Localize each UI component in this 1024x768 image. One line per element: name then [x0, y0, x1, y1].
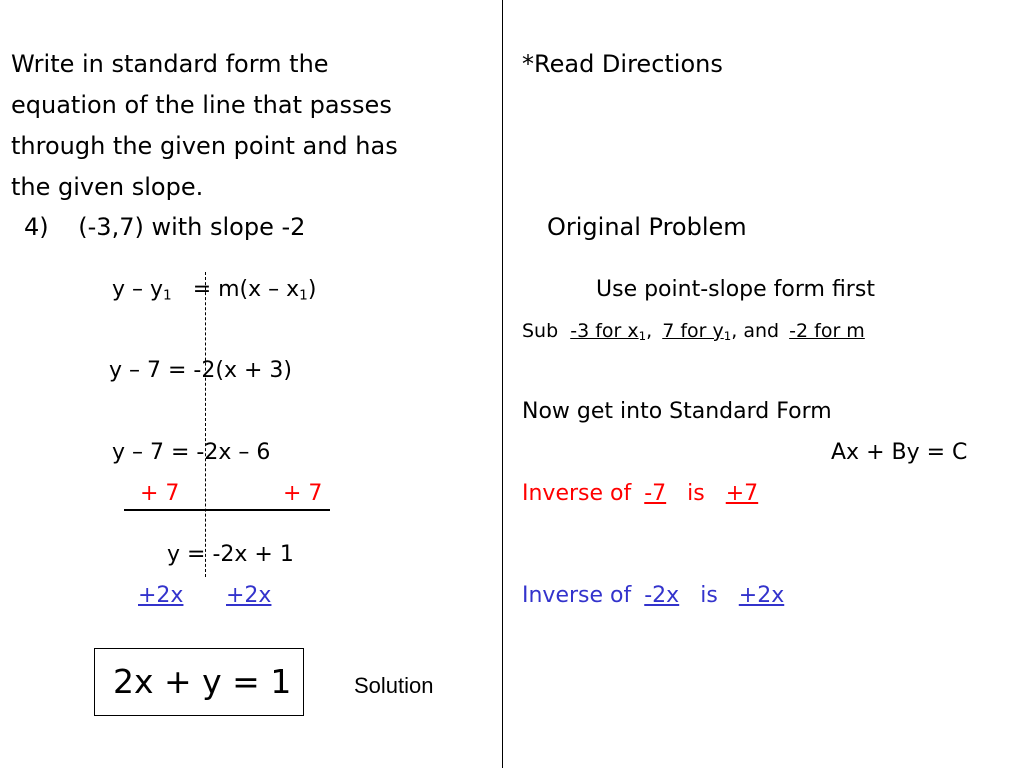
- question-line: the given slope.: [11, 173, 204, 201]
- question-line: Write in standard form the: [11, 50, 329, 78]
- substitution-instruction: Sub -3 for $x_1$, 7 for $y_1$, and -2 for m: [522, 320, 865, 343]
- problem-statement: [24, 207, 305, 248]
- problem-text: (-3,7) with slope -2: [78, 213, 306, 241]
- add-seven-left: + 7: [140, 481, 180, 506]
- inverse-seven-note: Inverse of -7 is +7: [522, 481, 759, 506]
- alignment-dashed-line: [205, 272, 206, 577]
- problem-number: 4): [24, 213, 49, 241]
- inverse-2x-note: Inverse of -2x is +2x: [522, 583, 785, 608]
- original-problem-label: Original Problem: [547, 213, 747, 241]
- answer-equation: 2x + y = 1: [113, 662, 292, 701]
- sub-m-value: -2 for m: [789, 320, 865, 342]
- point-slope-instruction: Use point-slope form first: [596, 277, 875, 302]
- step-distribute: y – 7 = -2x – 6: [112, 440, 271, 465]
- standard-form-formula: Ax + By = C: [831, 440, 968, 465]
- read-directions: *Read Directions: [522, 50, 723, 78]
- step-simplified: y = -2x + 1: [167, 542, 294, 567]
- add-2x-right: +2x: [226, 583, 272, 608]
- add-seven-underline: [124, 509, 330, 511]
- question-text: [11, 44, 398, 208]
- question-line: through the given point and has: [11, 132, 398, 160]
- add-2x-row: [138, 583, 272, 608]
- sub-y-value: 7 for $y_1$: [662, 320, 732, 343]
- answer-box: [94, 648, 304, 716]
- point-slope-formula: $y - y_1 = m(x - x_1)$: [112, 277, 317, 304]
- add-seven-row: [140, 481, 323, 506]
- question-line: equation of the line that passes: [11, 91, 392, 119]
- add-seven-right: + 7: [283, 481, 323, 506]
- sub-x-value: -3 for $x_1$: [570, 320, 647, 343]
- step-substitution: y – 7 = -2(x + 3): [109, 358, 292, 383]
- add-2x-left: +2x: [138, 583, 184, 608]
- solution-label: Solution: [354, 673, 434, 698]
- standard-form-heading: Now get into Standard Form: [522, 399, 832, 424]
- column-divider: [502, 0, 503, 768]
